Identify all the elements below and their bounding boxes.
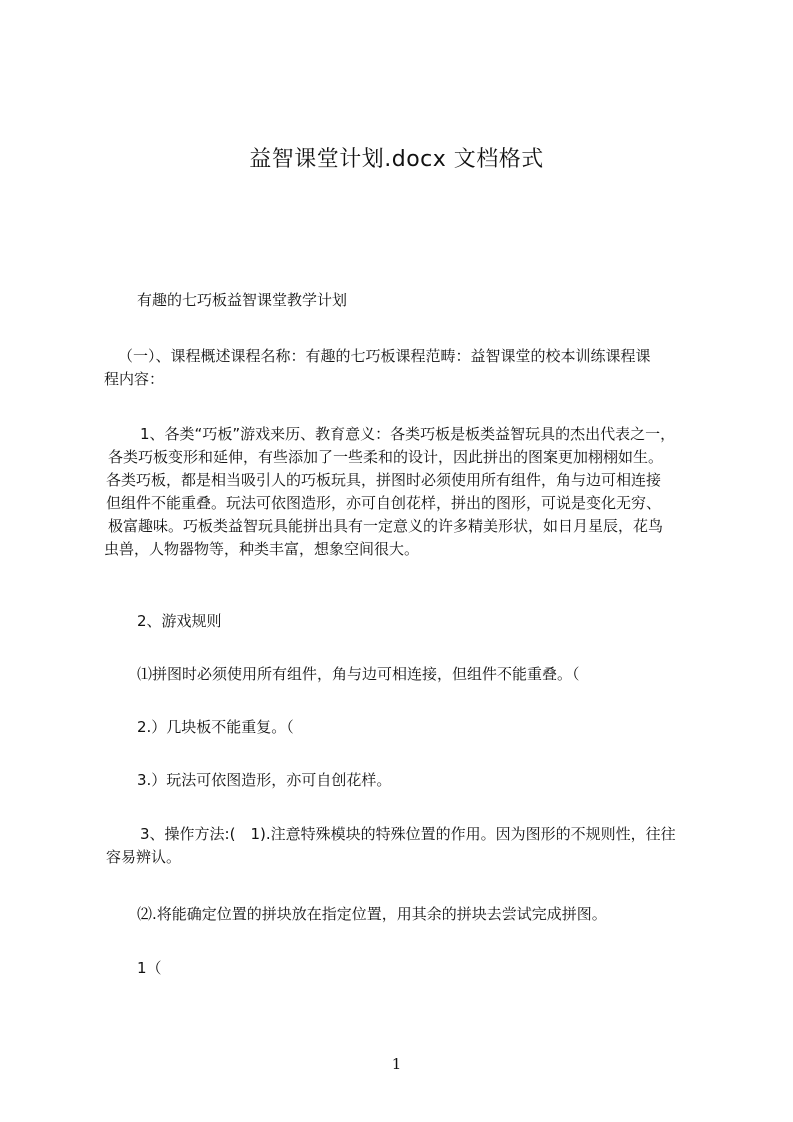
section-overview-paragraph — [104, 345, 651, 391]
step-2: ⑵.将能确定位置的拼块放在指定位置，用其余的拼块去尝试完成拼图。 — [137, 905, 607, 923]
paragraph-line: （一）、课程概述课程名称：有趣的七巧板课程范畴：益智课堂的校本训练课程课 — [118, 347, 651, 365]
rule-3: 3.）玩法可依图造形，亦可自创花样。 — [137, 771, 392, 789]
paragraph-line: 各类巧板变形和延伸，有些添加了一些柔和的设计，因此拼出的图案更加栩栩如生。 — [108, 448, 664, 466]
paragraph-line: 虫兽，人物器物等，种类丰富，想象空间很大。 — [104, 540, 420, 558]
item3-paragraph — [106, 823, 676, 869]
item1-paragraph — [106, 423, 675, 561]
paragraph-line: 1、各类“巧板”游戏来历、教育意义：各类巧板是板类益智玩具的杰出代表之一， — [140, 425, 676, 443]
paragraph-line: 3、操作方法:( 1).注意特殊模块的特殊位置的作用。因为图形的不规则性，往往 — [140, 825, 676, 843]
step-partial: 1（ — [137, 959, 162, 977]
page-number: 1 — [391, 1055, 402, 1073]
rule-2: 2.）几块板不能重复。（ — [137, 718, 294, 736]
paragraph-line: 程内容： — [104, 370, 165, 388]
item2-heading: 2、游戏规则 — [137, 612, 222, 630]
paragraph-line: 但组件不能重叠。玩法可依图造形，亦可自创花样，拼出的图形，可说是变化无穷、 — [106, 494, 662, 512]
paragraph-line: 各类巧板，都是相当吸引人的巧板玩具，拼图时必须使用所有组件，角与边可相连接 — [106, 471, 662, 489]
document-title: 益智课堂计划.docx 文档格式 — [249, 147, 544, 172]
paragraph-line: 容易辨认。 — [106, 848, 182, 866]
course-heading: 有趣的七巧板益智课堂教学计划 — [137, 291, 348, 309]
paragraph-line: 极富趣味。巧板类益智玩具能拼出具有一定意义的许多精美形状，如日月星辰，花鸟 — [108, 517, 664, 535]
rule-1: ⑴拼图时必须使用所有组件，角与边可相连接，但组件不能重叠。（ — [137, 665, 580, 683]
